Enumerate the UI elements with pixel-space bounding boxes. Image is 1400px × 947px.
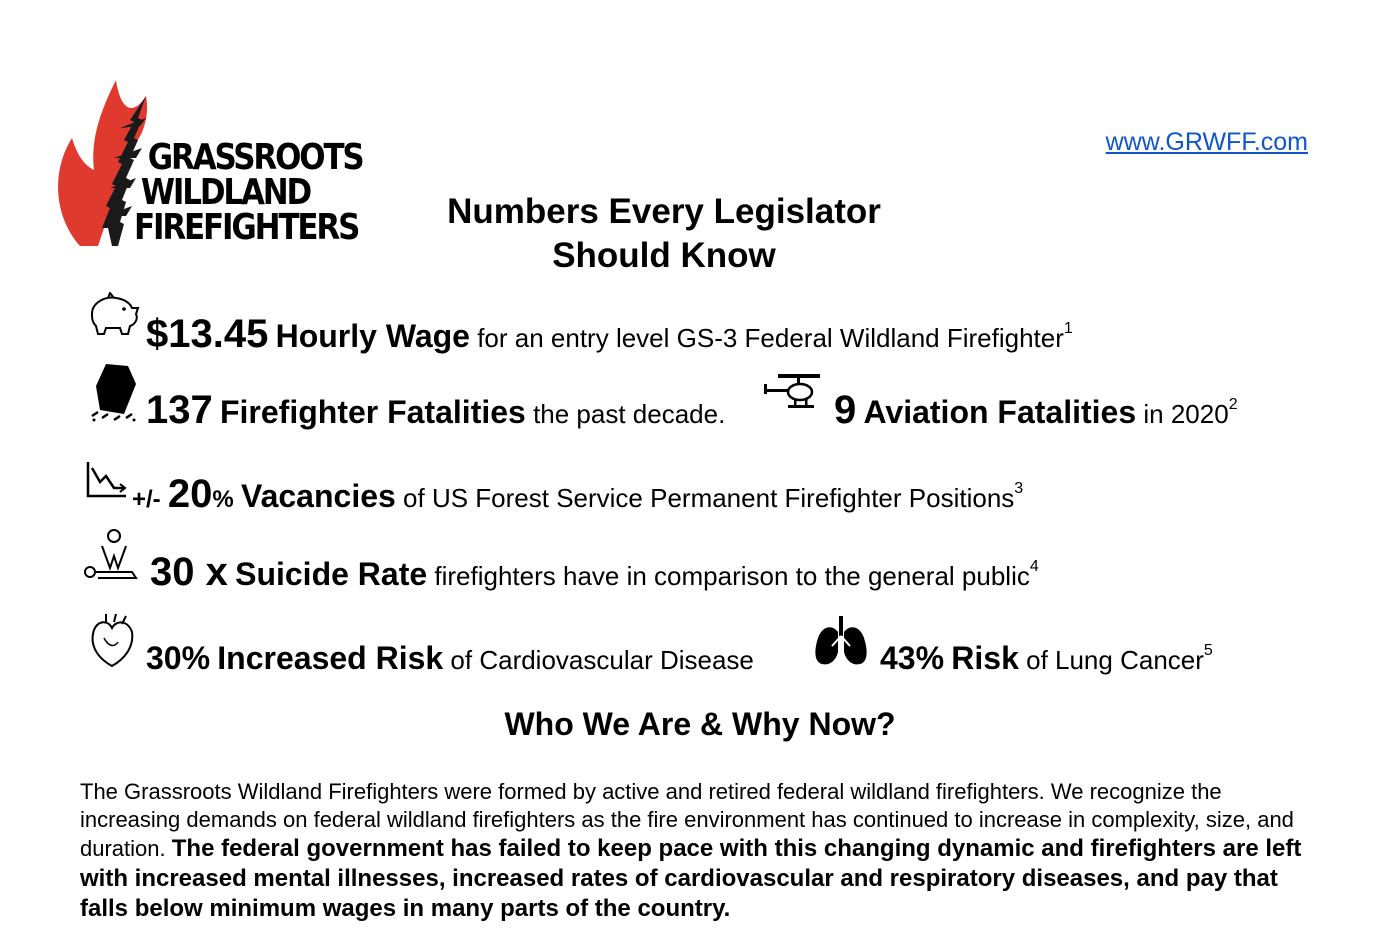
lung-label: Risk: [951, 640, 1019, 676]
lungs-icon: [812, 616, 870, 668]
aviation-footnote: 2: [1228, 396, 1238, 413]
about-text: The Grassroots Wildland Firefighters were formed by active and retired federal wildland firefighters. We recognize the increasing demands on federal wildland firefighters as the fire environment has continued to increase in complexity, size, and duration.: [80, 779, 1294, 861]
coffin-icon: [88, 362, 142, 422]
vacancies-stat: [132, 472, 1023, 517]
vacancies-text: of US Forest Service Permanent Firefighter Positions: [403, 483, 1015, 513]
fatalities-value: 137: [146, 388, 213, 432]
cardio-label: Increased Risk: [217, 640, 444, 676]
wage-value: $13.45: [146, 312, 269, 356]
website-link[interactable]: www.GRWFF.com: [1105, 128, 1308, 156]
aviation-stat: [834, 388, 1238, 433]
about-heading: Who We Are & Why Now?: [504, 706, 896, 742]
decline-chart-icon: [86, 460, 130, 500]
page-title: [364, 190, 964, 278]
fatalities-stat: [146, 388, 725, 433]
cpr-icon: [82, 528, 140, 584]
vacancies-label: Vacancies: [241, 478, 396, 514]
vacancies-percent: %: [212, 486, 234, 513]
about-bold-text: The federal government has failed to keep pace with this changing dynamic and firefighters are left with increased mental illnesses, increased rates of cardiovascular and respiratory diseases, and pay that falls below minimum wages in many parts of the country.: [80, 835, 1302, 922]
wage-text: for an entry level GS-3 Federal Wildland Firefighter: [477, 323, 1064, 353]
lung-value: 43%: [880, 640, 945, 676]
fatalities-text: the past decade.: [533, 399, 726, 429]
heart-icon: [88, 612, 136, 670]
suicide-stat: [150, 550, 1039, 595]
aviation-label: Aviation Fatalities: [863, 394, 1137, 430]
cardio-text: of Cardiovascular Disease: [450, 645, 754, 675]
piggy-bank-icon: [84, 292, 142, 338]
vacancies-prefix: +/-: [132, 486, 161, 513]
grwff-logo: [50, 78, 363, 253]
logo-line-1: GRASSROOTS: [147, 137, 363, 178]
logo-line-2: WILDLAND: [140, 172, 311, 213]
about-paragraph: [80, 778, 1320, 924]
helicopter-icon: [764, 372, 822, 412]
cardio-stat: [146, 640, 754, 677]
wage-stat: [146, 312, 1073, 357]
wage-footnote: 1: [1063, 320, 1073, 337]
title-line-2: Should Know: [552, 236, 776, 275]
logo-line-3: FIREFIGHTERS: [134, 207, 359, 248]
vacancies-footnote: 3: [1014, 480, 1024, 497]
aviation-text: in 2020: [1143, 399, 1229, 429]
aviation-value: 9: [834, 388, 857, 432]
fatalities-label: Firefighter Fatalities: [219, 394, 526, 430]
suicide-text: firefighters have in comparison to the general public: [434, 561, 1030, 591]
suicide-label: Suicide Rate: [235, 556, 428, 592]
title-line-1: Numbers Every Legislator: [447, 192, 881, 231]
lung-footnote: 5: [1203, 642, 1213, 659]
logo-wordmark: [134, 137, 363, 248]
lung-text: of Lung Cancer: [1026, 645, 1204, 675]
vacancies-value: 20: [167, 472, 213, 516]
wage-label: Hourly Wage: [275, 318, 470, 354]
lung-stat: [880, 640, 1213, 677]
suicide-value: 30 x: [150, 550, 228, 594]
suicide-footnote: 4: [1029, 558, 1039, 575]
cardio-value: 30%: [146, 640, 211, 676]
